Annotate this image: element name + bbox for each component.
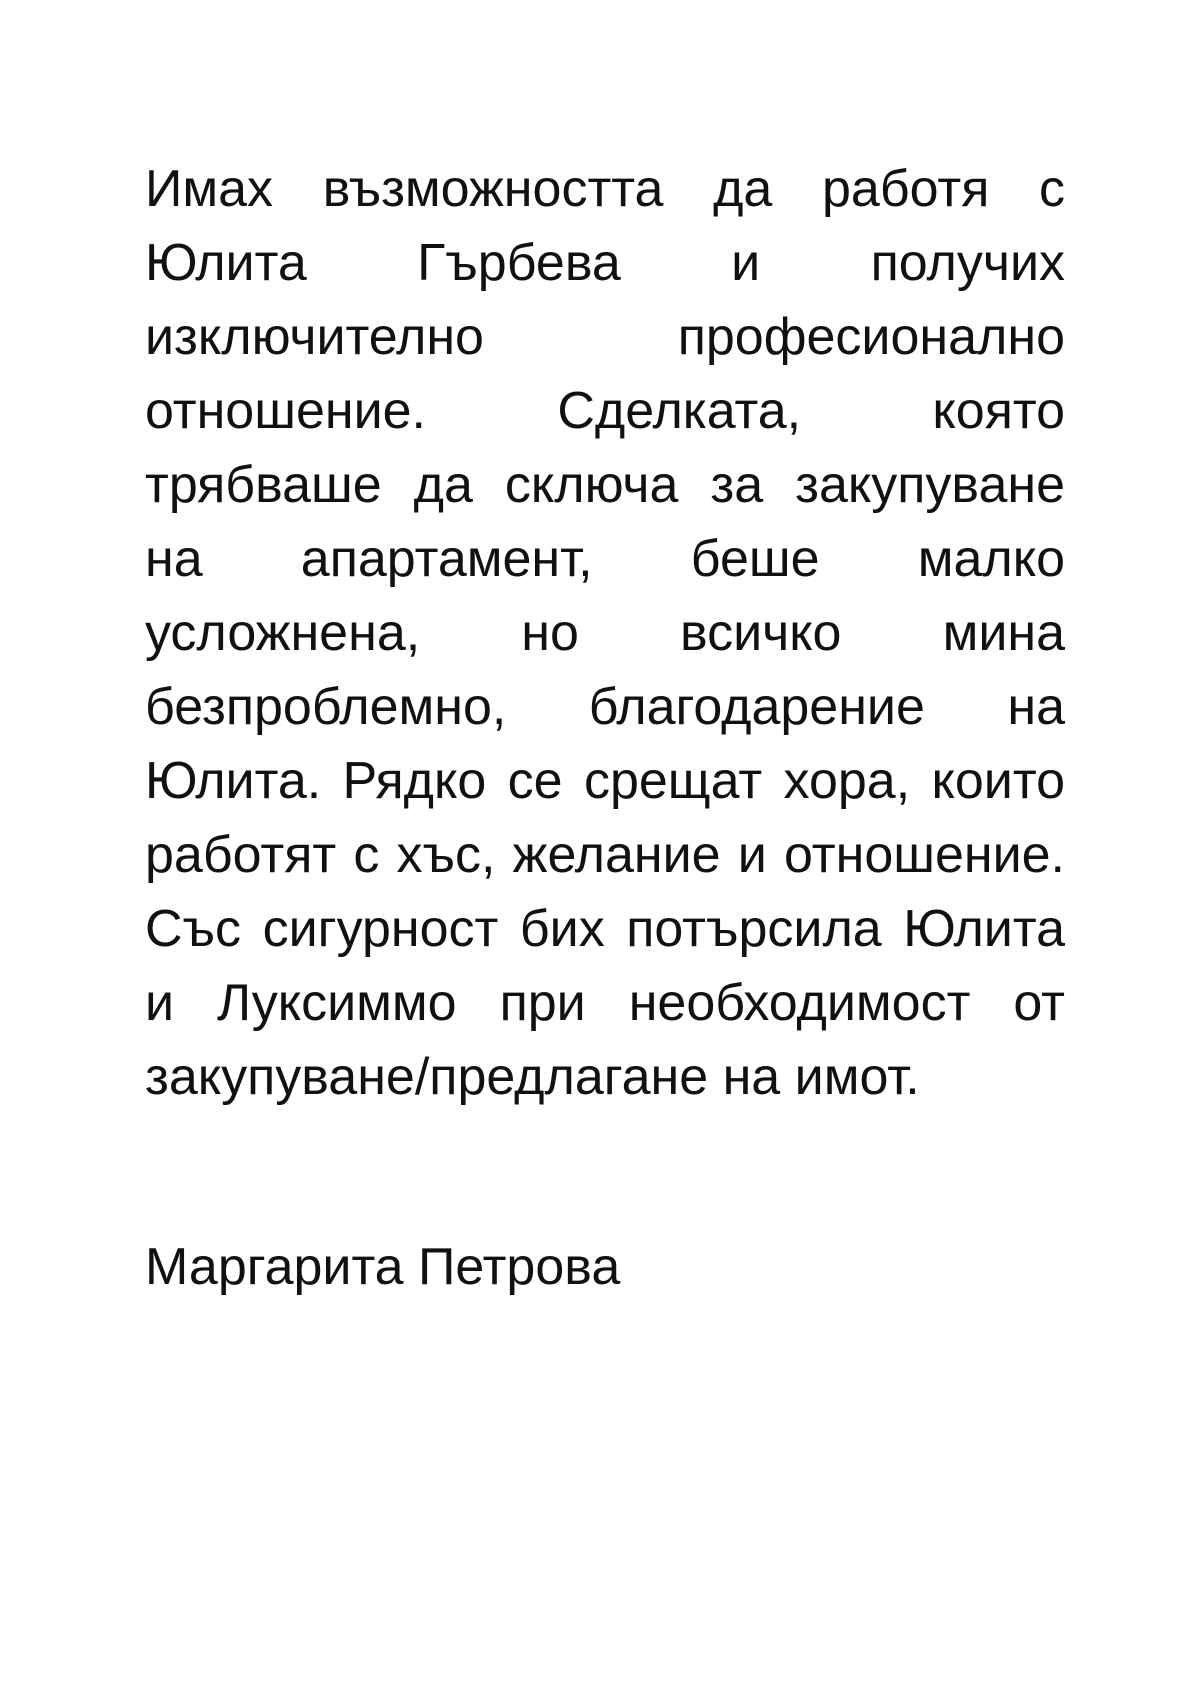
testimonial-text: Имах възможността да работя с Юлита Гърбева и получих изключително професионално отношение. Сделката, която трябваше да сключа за закупуване на апартамент, беше малко усложнена, но всичко мина безпроблемно, благодарение на Юлита. Рядко се срещат хора, които работят с хъс, желание и отношение. Със сигурност бих потърсила Юлита и Луксиммо при необходимост от закупуване/предлагане на имот. <box>145 160 1065 1106</box>
author-signature: Маргарита Петрова <box>145 1238 621 1296</box>
